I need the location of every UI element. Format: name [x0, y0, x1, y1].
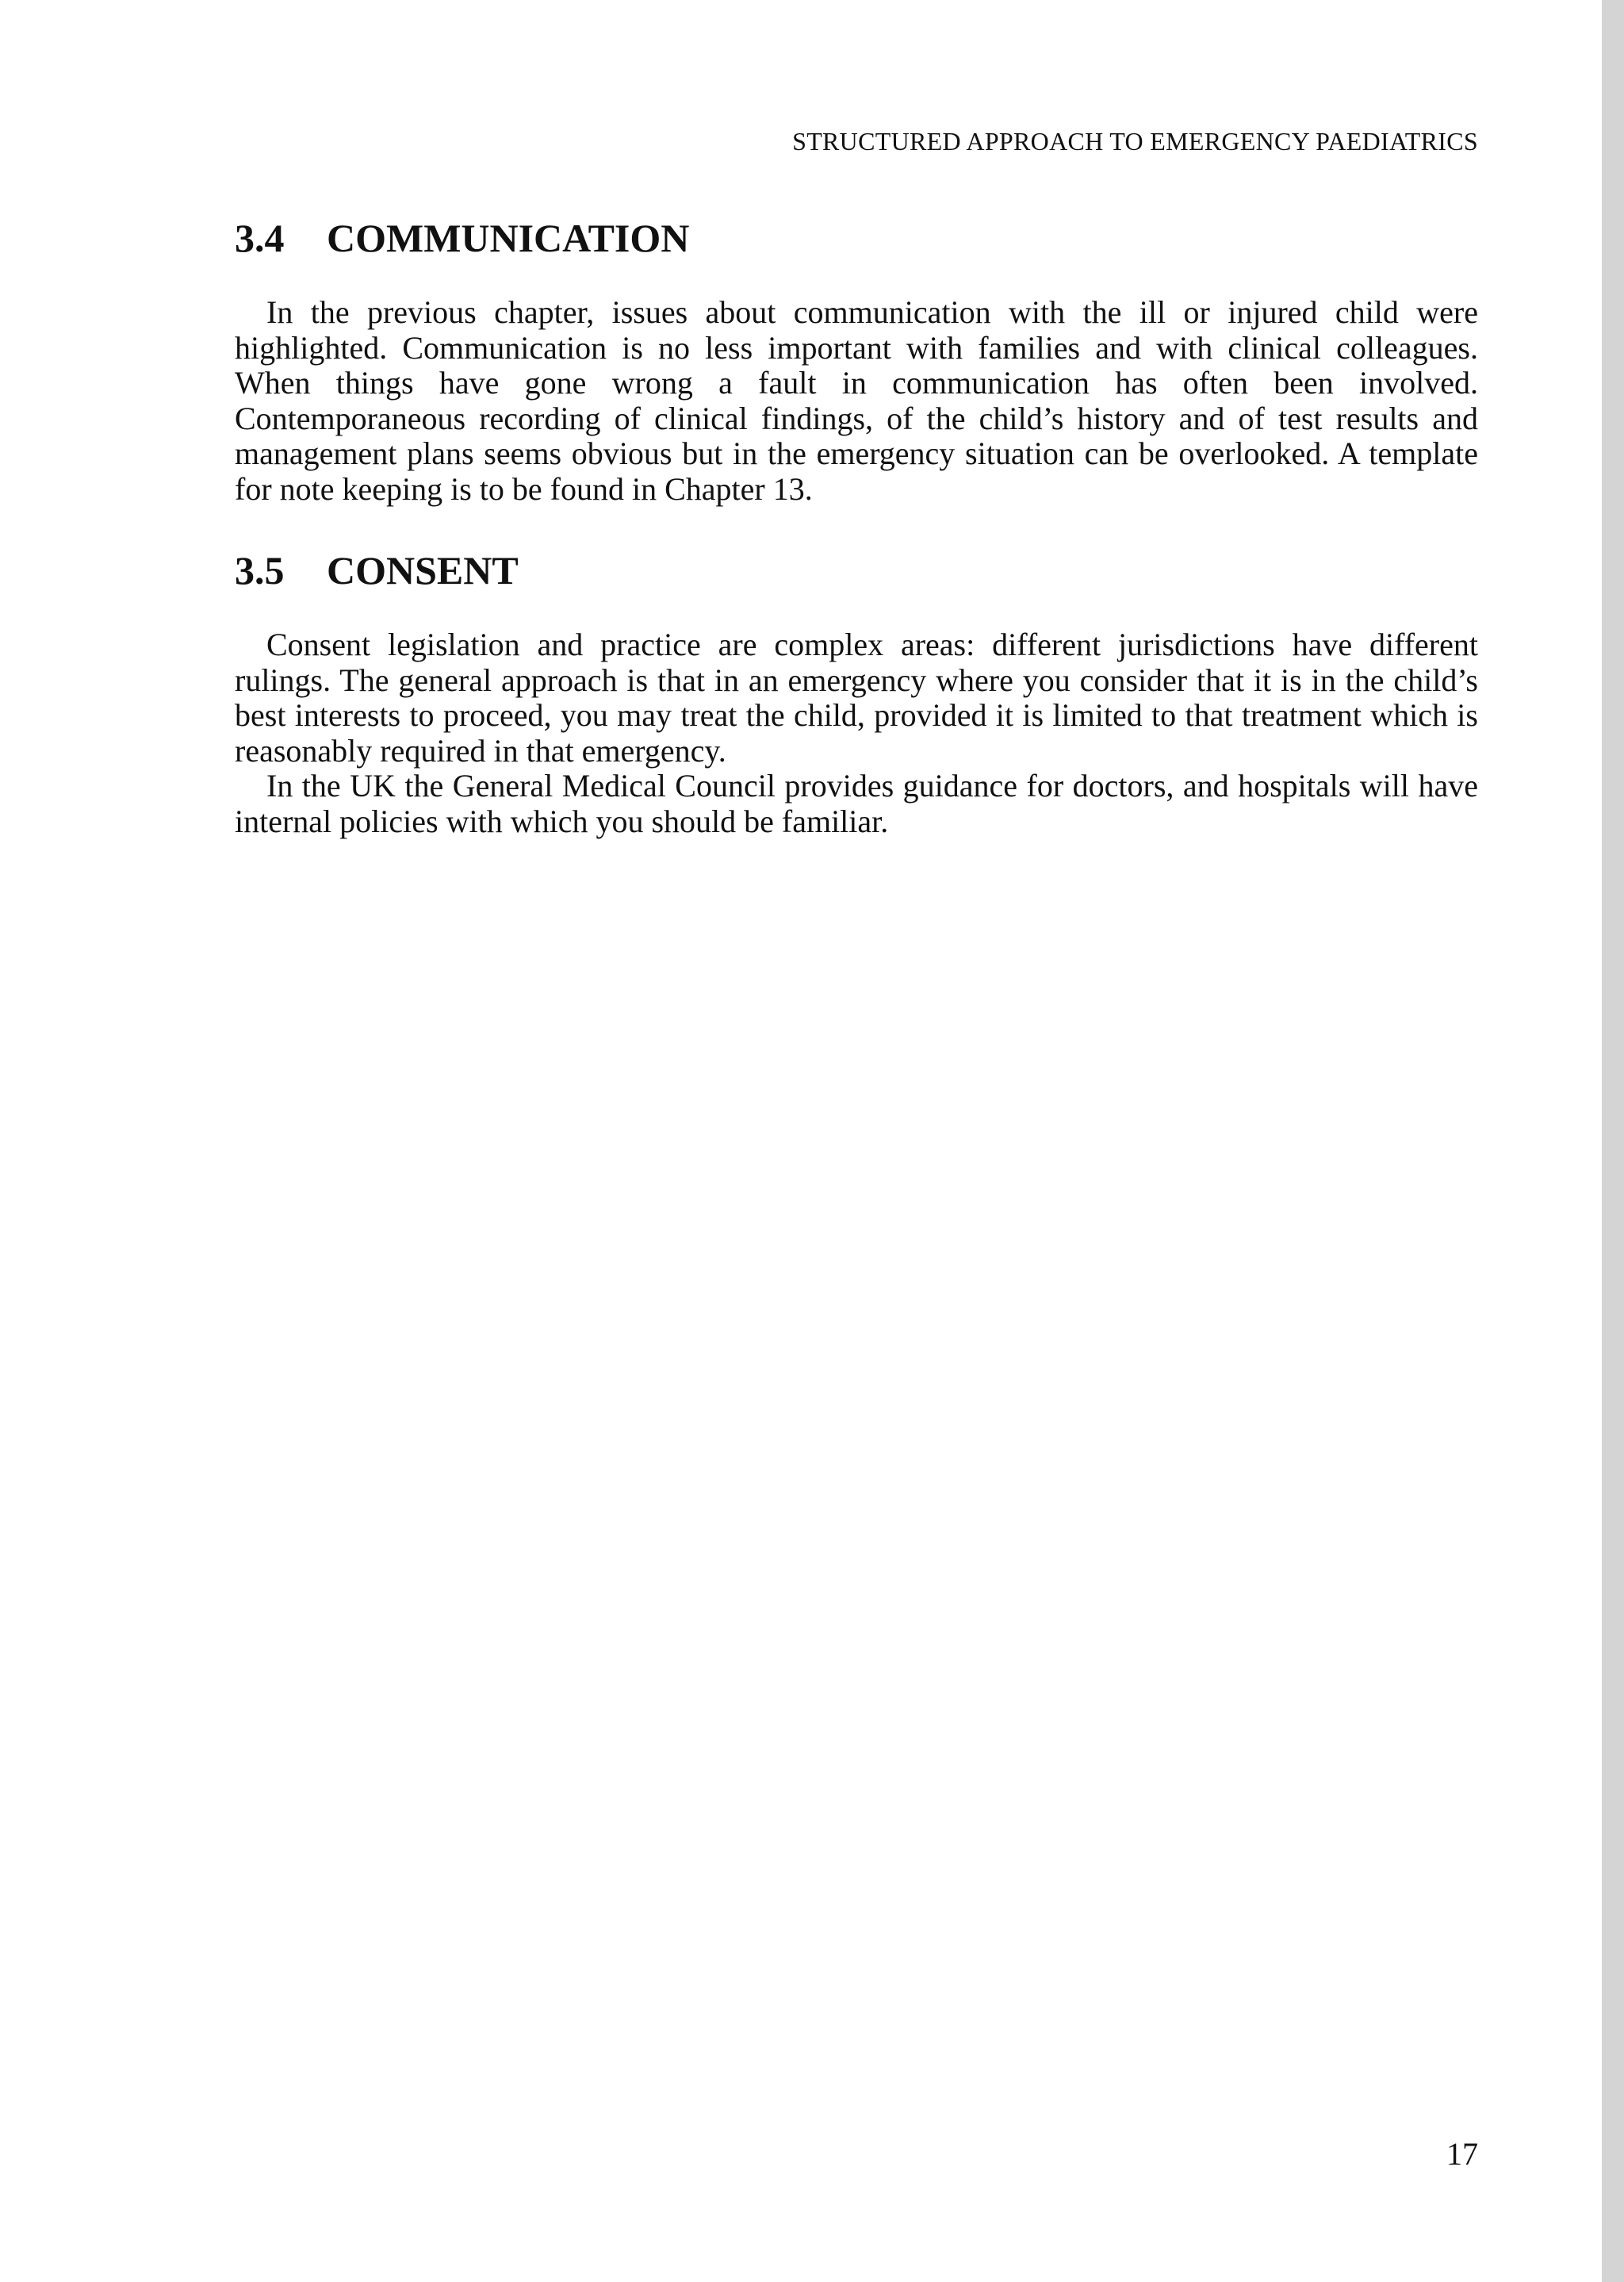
section-title: COMMUNICATION [327, 216, 690, 260]
section-heading-consent [235, 540, 1478, 600]
section-number: 3.5 [235, 548, 285, 593]
section-heading-communication [235, 208, 1478, 268]
consent-paragraph-1: Consent legislation and practice are complex areas: different jurisdictions have different rulings. The general approach is that in an emergency where you consider that it is in the child’s best interests to proceed, you may treat the child, provided it is limited to that treatment which is reasonably required in that emergency. [235, 627, 1478, 769]
section-title: CONSENT [327, 548, 519, 593]
page-edge [1602, 0, 1624, 2282]
running-head: STRUCTURED APPROACH TO EMERGENCY PAEDIATRICS [792, 127, 1478, 155]
consent-paragraph-2: In the UK the General Medical Council provides guidance for doctors, and hospitals will have internal policies with which you should be familiar. [235, 768, 1478, 839]
page-number: 17 [1446, 2136, 1478, 2172]
section-number: 3.4 [235, 216, 285, 260]
page-content [235, 208, 1478, 839]
communication-paragraph: In the previous chapter, issues about communication with the ill or injured child were highlighted. Communication is no less important with families and with clinical colleagues. When things have gone wrong a fault in communication has often been involved. Contemporaneous recording of clinical findings, of the child’s history and of test results and management plans seems obvious but in the emergency situation can be overlooked. A template for note keeping is to be found in Chapter 13. [235, 294, 1478, 507]
